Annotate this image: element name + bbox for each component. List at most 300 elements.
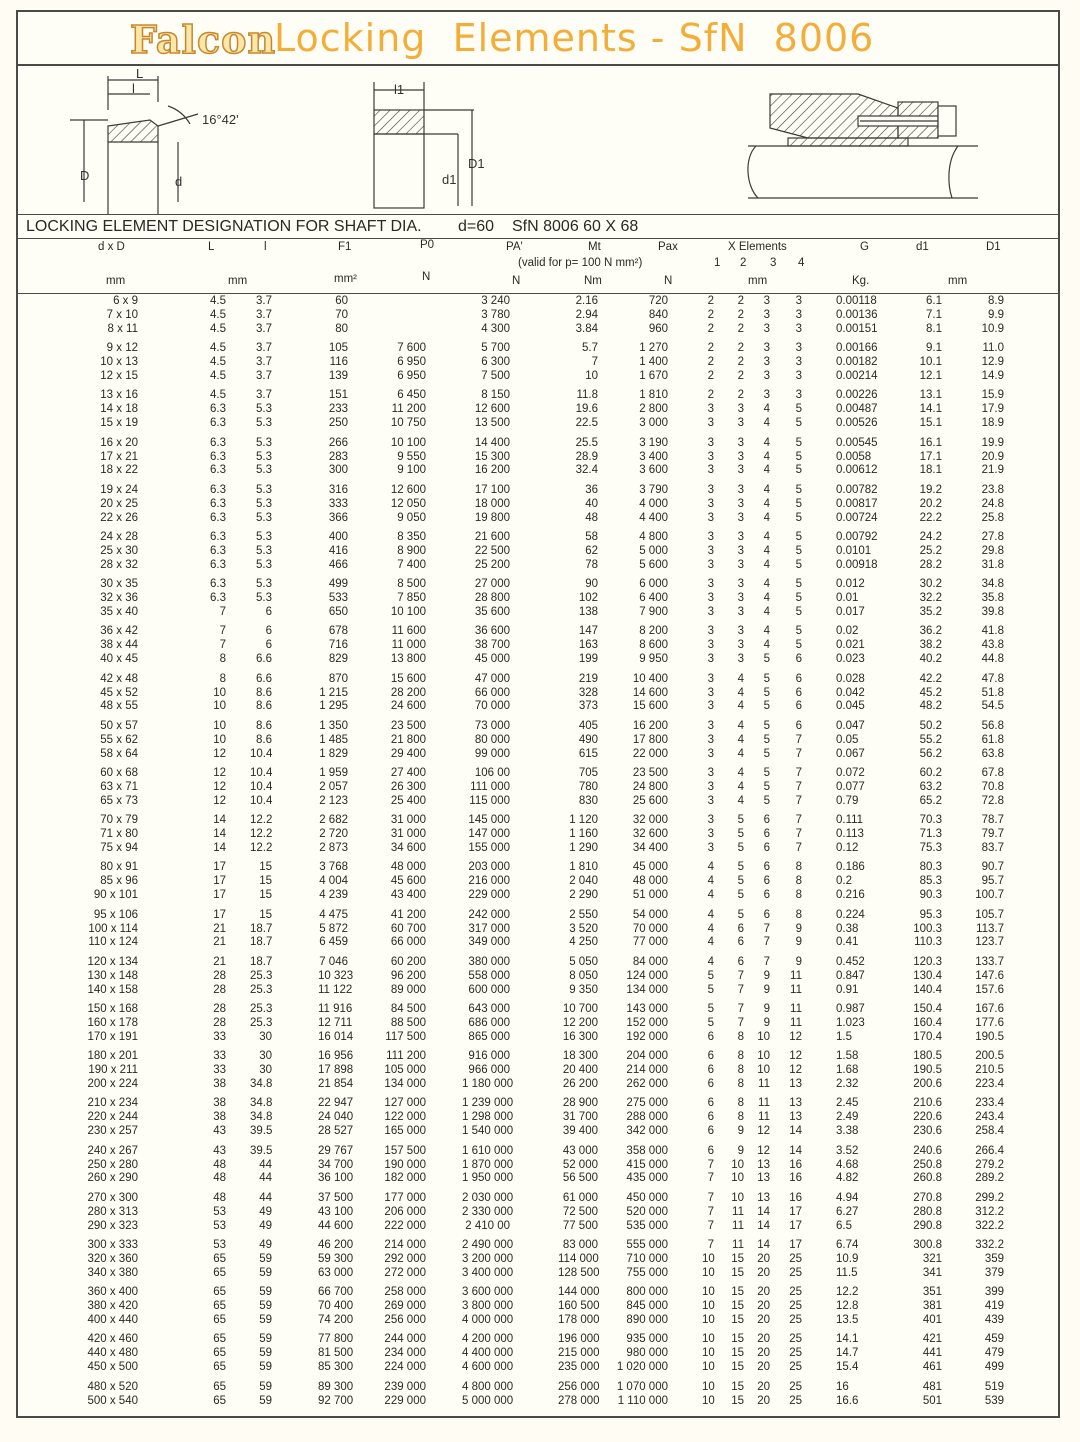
cell-D1: 499 (984, 1361, 1004, 1374)
cell-x3: 4 (763, 531, 770, 543)
cell-dxD: 55 x 62 (100, 733, 138, 746)
cell-L: 53 (213, 1205, 226, 1218)
cell-L: 48 (213, 1158, 226, 1171)
cell-x4: 17 (789, 1219, 802, 1232)
cell-PA: 4 200 000 (462, 1333, 514, 1346)
cell-L: 6.3 (210, 497, 226, 510)
cell-dxD: 300 x 333 (87, 1239, 138, 1251)
cell-G: 0.042 (836, 686, 865, 699)
table-row (18, 450, 1058, 464)
cell-PA: 1 540 000 (462, 1125, 514, 1138)
cell-F1: 105 (328, 342, 348, 355)
cell-x1: 5 (707, 969, 714, 982)
cell-P0: 43 400 (390, 889, 426, 902)
cell-Mt: 373 (578, 700, 598, 713)
cell-x1: 3 (707, 417, 714, 430)
cell-L: 65 (213, 1266, 226, 1279)
table-row (18, 780, 1058, 794)
cell-l: 18.7 (250, 936, 273, 949)
cell-x4: 8 (795, 908, 802, 921)
cell-x2: 3 (737, 544, 744, 557)
cell-D1: 233.4 (975, 1097, 1004, 1110)
cell-D1: 90.7 (981, 861, 1004, 874)
cell-l: 15 (259, 875, 272, 888)
cell-x1: 3 (707, 606, 714, 618)
cell-D1: 190.5 (975, 1030, 1004, 1043)
cell-d1: 10.1 (919, 356, 942, 369)
cell-x1: 3 (707, 531, 714, 543)
cell-PA: 1 180 000 (462, 1078, 514, 1090)
cell-D1: 41.8 (981, 625, 1004, 638)
cell-d1: 15.1 (919, 417, 942, 430)
cell-x2: 2 (737, 322, 744, 335)
cell-Mt: 128 500 (558, 1266, 600, 1279)
cell-x4: 6 (795, 719, 802, 732)
cell-l: 59 (259, 1333, 272, 1346)
cell-Pax: 288 000 (626, 1111, 668, 1124)
angle-label: 16°42' (202, 112, 239, 127)
cell-l: 25.3 (250, 969, 273, 982)
cell-x1: 3 (707, 558, 714, 571)
designation-shaft: d=60 (458, 218, 495, 235)
cell-L: 17 (213, 875, 226, 888)
cell-d1: 32.2 (919, 592, 942, 605)
cell-F1: 116 (329, 356, 348, 369)
cell-x3: 7 (763, 922, 770, 935)
cell-Pax: 1 400 (639, 356, 668, 369)
cell-d1: 9.1 (926, 342, 942, 355)
cell-x1: 10 (702, 1286, 715, 1299)
cell-d1: 30.2 (919, 578, 942, 591)
cell-dxD: 58 x 64 (100, 747, 138, 760)
table-row (18, 1110, 1058, 1124)
cell-PA: 1 610 000 (462, 1144, 514, 1157)
cell-PA: 4 600 000 (462, 1361, 514, 1374)
cell-l: 59 (259, 1300, 272, 1313)
col-x1: 1 (714, 257, 721, 269)
cell-D1: 322.2 (975, 1219, 1004, 1232)
cell-l: 3.7 (256, 295, 272, 307)
cell-x3: 13 (757, 1172, 770, 1185)
cell-G: 0.00182 (836, 356, 878, 369)
cell-l: 15 (259, 861, 272, 874)
cell-F1: 70 400 (318, 1300, 354, 1313)
cell-x3: 5 (763, 672, 770, 685)
cell-D1: 133.7 (975, 955, 1004, 968)
cell-x3: 3 (763, 389, 770, 402)
cell-d1: 210.6 (913, 1097, 942, 1110)
unit-Nm: Nm (584, 275, 602, 287)
assembly-figure (748, 94, 978, 198)
cell-x3: 5 (763, 780, 770, 793)
cell-x3: 4 (763, 606, 770, 618)
cell-l: 59 (259, 1380, 272, 1393)
cell-Mt: 77 500 (562, 1219, 598, 1232)
cell-L: 6.3 (210, 417, 226, 430)
table-row (18, 1313, 1058, 1327)
cell-x1: 6 (707, 1050, 714, 1063)
cell-dxD: 60 x 68 (100, 767, 138, 779)
cell-Pax: 4 400 (639, 511, 668, 524)
table-row (18, 577, 1058, 591)
cell-dxD: 120 x 134 (87, 955, 138, 968)
cell-x4: 8 (795, 875, 802, 888)
cell-Mt: 3 520 (569, 922, 598, 935)
table-row (18, 1285, 1058, 1299)
table-row (18, 766, 1058, 780)
cell-L: 6.3 (210, 436, 226, 449)
cell-d1: 280.8 (913, 1205, 942, 1218)
cell-dxD: 7 x 10 (106, 308, 138, 321)
table-row (18, 463, 1058, 477)
cell-x3: 6 (763, 861, 770, 874)
cell-x2: 15 (731, 1380, 744, 1393)
cell-G: 0.00792 (836, 531, 878, 543)
datasheet (16, 10, 1060, 1418)
cell-D1: 9.9 (988, 308, 1004, 321)
table-row (18, 355, 1058, 369)
cell-d1: 290.8 (913, 1219, 942, 1232)
cell-Pax: 2 800 (639, 403, 668, 416)
cell-x2: 15 (731, 1394, 744, 1407)
cell-D1: 279.2 (975, 1158, 1004, 1171)
cell-PA: 5 700 (481, 342, 510, 355)
cell-x4: 5 (795, 592, 802, 605)
cell-x4: 16 (789, 1158, 802, 1171)
cell-d1: 501 (922, 1394, 942, 1407)
cell-x4: 16 (789, 1172, 802, 1185)
cell-dxD: 38 x 44 (100, 639, 138, 652)
cell-dxD: 19 x 24 (100, 483, 138, 496)
cell-dxD: 220 x 244 (87, 1111, 138, 1124)
cell-P0: 258 000 (384, 1286, 426, 1299)
cell-F1: 1 959 (319, 767, 348, 779)
cell-x3: 13 (757, 1191, 770, 1204)
cell-PA: 3 800 000 (462, 1300, 514, 1313)
cell-l: 5.3 (256, 483, 272, 496)
cell-x4: 17 (789, 1205, 802, 1218)
cell-L: 14 (213, 842, 226, 854)
cell-x2: 3 (737, 592, 744, 605)
cell-x1: 3 (707, 814, 714, 827)
cell-l: 6 (265, 606, 272, 618)
cell-dxD: 480 x 520 (87, 1380, 138, 1393)
cell-Pax: 1 020 000 (616, 1361, 668, 1374)
cell-d1: 120.3 (913, 955, 942, 968)
cell-L: 48 (213, 1191, 226, 1204)
designation-code: SfN 8006 60 X 68 (512, 218, 639, 235)
table-row (18, 605, 1058, 619)
cell-Mt: 31 700 (562, 1111, 598, 1124)
table-row (18, 1380, 1058, 1394)
cell-D1: 17.9 (981, 403, 1004, 416)
cell-G: 1.023 (836, 1016, 865, 1029)
cell-P0: 60 700 (390, 922, 426, 935)
cell-L: 7 (219, 625, 226, 638)
cell-P0: 256 000 (384, 1314, 426, 1326)
cell-F1: 77 800 (318, 1333, 354, 1346)
cell-G: 6.27 (836, 1205, 859, 1218)
cell-D1: 332.2 (975, 1239, 1004, 1251)
table-row (18, 558, 1058, 572)
cell-x1: 3 (707, 686, 714, 699)
cell-P0: 7 600 (397, 342, 426, 355)
cell-P0: 6 950 (397, 370, 426, 382)
cell-G: 0.41 (836, 936, 859, 949)
cell-x4: 5 (795, 511, 802, 524)
cell-P0: 9 050 (397, 511, 426, 524)
cell-D1: 72.8 (981, 794, 1004, 807)
cell-x2: 3 (737, 450, 744, 463)
table-row (18, 1158, 1058, 1172)
cell-x1: 5 (707, 983, 714, 996)
cell-D1: 61.8 (981, 733, 1004, 746)
cell-P0: 25 400 (390, 794, 426, 807)
cell-D1: 67.8 (981, 767, 1004, 779)
cell-x2: 3 (737, 403, 744, 416)
cell-L: 4.5 (210, 322, 226, 335)
cell-D1: 43.8 (981, 639, 1004, 652)
cell-PA: 1 870 000 (462, 1158, 514, 1171)
cell-PA: 155 000 (468, 842, 510, 854)
cell-x2: 8 (737, 1064, 744, 1077)
cell-x2: 5 (737, 814, 744, 827)
cell-x2: 5 (737, 861, 744, 874)
cell-P0: 96 200 (390, 969, 426, 982)
cell-x1: 4 (707, 861, 714, 874)
cell-x2: 4 (737, 780, 744, 793)
cell-Mt: 1 160 (569, 828, 598, 841)
cell-PA: 3 200 000 (462, 1252, 514, 1265)
cell-x1: 10 (702, 1380, 715, 1393)
cell-l: 59 (259, 1394, 272, 1407)
table-row (18, 841, 1058, 855)
cell-P0: 12 050 (390, 497, 426, 510)
cell-x2: 2 (737, 308, 744, 321)
col-Mt: Mt (588, 241, 601, 253)
cell-P0: 41 200 (390, 908, 426, 921)
cell-x3: 5 (763, 767, 770, 779)
cell-D1: 258.4 (975, 1125, 1004, 1138)
cell-x2: 3 (737, 653, 744, 666)
cell-PA: 22 500 (474, 544, 510, 557)
cell-x4: 7 (795, 747, 802, 760)
cell-Mt: 830 (578, 794, 598, 807)
cell-P0: 8 350 (397, 531, 426, 543)
cell-dxD: 130 x 148 (87, 969, 138, 982)
cell-L: 6.3 (210, 578, 226, 591)
cell-PA: 2 030 000 (462, 1191, 514, 1204)
cell-D1: 167.6 (975, 1003, 1004, 1015)
cell-l: 49 (259, 1205, 272, 1218)
cell-x2: 3 (737, 558, 744, 571)
cell-dxD: 28 x 32 (100, 558, 138, 571)
cell-L: 17 (213, 861, 226, 874)
cell-x1: 2 (707, 322, 714, 335)
table-row (18, 719, 1058, 733)
cell-P0: 15 600 (390, 672, 426, 685)
cell-x2: 11 (732, 1205, 744, 1218)
cell-d1: 70.3 (919, 814, 942, 827)
cell-l: 10.4 (250, 747, 273, 760)
cell-x2: 5 (737, 908, 744, 921)
cell-D1: 10.9 (981, 322, 1004, 335)
cell-G: 11.5 (836, 1266, 858, 1279)
cell-PA: 3 400 000 (462, 1266, 514, 1279)
cell-Pax: 342 000 (626, 1125, 668, 1138)
cell-F1: 2 123 (319, 794, 348, 807)
cell-dxD: 17 x 21 (100, 450, 138, 463)
table-row (18, 1252, 1058, 1266)
cell-d1: 45.2 (919, 686, 942, 699)
table-row (18, 1394, 1058, 1408)
cell-x4: 16 (789, 1191, 802, 1204)
cell-x2: 4 (737, 719, 744, 732)
cell-x1: 6 (707, 1144, 714, 1157)
cell-x3: 5 (763, 700, 770, 713)
cell-Mt: 144 000 (558, 1286, 600, 1299)
cell-F1: 3 768 (319, 861, 348, 874)
cell-P0: 89 000 (390, 983, 426, 996)
cell-D1: 51.8 (981, 686, 1004, 699)
cell-Pax: 535 000 (626, 1219, 668, 1232)
cell-x1: 7 (707, 1191, 714, 1204)
cell-x4: 5 (795, 464, 802, 477)
cell-F1: 85 300 (318, 1361, 354, 1374)
cell-l: 44 (259, 1158, 272, 1171)
cell-G: 14.1 (836, 1333, 859, 1346)
cell-Mt: 2 550 (569, 908, 598, 921)
cell-x1: 6 (707, 1097, 714, 1110)
cell-dxD: 9 x 12 (106, 342, 138, 355)
cell-PA: 380 000 (468, 955, 510, 968)
cell-F1: 366 (328, 511, 348, 524)
cell-P0: 269 000 (384, 1300, 426, 1313)
cell-l: 5.3 (256, 544, 272, 557)
cell-l: 8.6 (256, 686, 272, 699)
cell-G: 0.0058 (836, 450, 872, 463)
cell-F1: 283 (328, 450, 348, 463)
designation-label: LOCKING ELEMENT DESIGNATION FOR SHAFT DIA. (26, 218, 422, 235)
cell-L: 4.5 (210, 389, 226, 402)
cell-PA: 21 600 (474, 531, 510, 543)
cell-x2: 5 (737, 889, 744, 902)
cell-F1: 151 (328, 389, 348, 402)
table-row (18, 1124, 1058, 1138)
cell-x1: 10 (702, 1361, 715, 1374)
cell-G: 1.58 (836, 1050, 859, 1063)
cell-l: 5.3 (256, 436, 272, 449)
cell-x3: 4 (763, 403, 770, 416)
cell-x2: 4 (737, 672, 744, 685)
cell-G: 13.5 (836, 1314, 859, 1326)
cell-PA: 12 600 (474, 403, 510, 416)
cell-x4: 9 (795, 955, 802, 968)
unit-mm-1: mm (106, 275, 126, 287)
cell-L: 14 (213, 828, 226, 841)
cell-F1: 1 829 (319, 747, 348, 760)
cell-P0: 117 500 (385, 1030, 426, 1043)
cell-L: 14 (213, 814, 226, 827)
cell-Mt: 39 400 (562, 1125, 598, 1138)
cell-d1: 220.6 (913, 1111, 942, 1124)
cell-x2: 3 (737, 417, 744, 430)
cell-P0: 10 100 (390, 436, 426, 449)
table-row (18, 544, 1058, 558)
cell-Pax: 755 000 (626, 1266, 668, 1279)
cell-G: 12.2 (836, 1286, 859, 1299)
cell-L: 12 (213, 747, 226, 760)
cell-x2: 7 (737, 983, 744, 996)
cell-D1: 459 (984, 1333, 1004, 1346)
cell-Pax: 16 200 (632, 719, 668, 732)
cell-x3: 10 (757, 1030, 770, 1043)
cell-PA: 600 000 (468, 983, 510, 996)
cell-Pax: 17 800 (632, 733, 668, 746)
cell-F1: 43 100 (318, 1205, 354, 1218)
cell-x4: 7 (795, 733, 802, 746)
cell-x1: 6 (707, 1125, 714, 1138)
cell-l: 5.3 (256, 592, 272, 605)
cell-l: 10.4 (250, 794, 273, 807)
cell-x4: 25 (789, 1333, 802, 1346)
cell-dxD: 70 x 79 (100, 814, 138, 827)
cell-x1: 3 (707, 700, 714, 713)
cell-Pax: 358 000 (626, 1144, 668, 1157)
cell-F1: 4 475 (319, 908, 348, 921)
cell-x2: 3 (737, 639, 744, 652)
cell-x2: 4 (737, 794, 744, 807)
cell-D1: 157.6 (975, 983, 1004, 996)
cell-x4: 13 (789, 1078, 802, 1090)
cell-D1: 147.6 (975, 969, 1004, 982)
cell-x1: 6 (707, 1030, 714, 1043)
table-row (18, 369, 1058, 383)
cell-l: 3.7 (256, 389, 272, 402)
cell-d1: 180.5 (913, 1050, 942, 1063)
cell-Pax: 450 000 (626, 1191, 668, 1204)
cell-G: 0.987 (836, 1003, 865, 1015)
col-x3: 3 (770, 257, 777, 269)
cell-P0: 9 100 (397, 464, 426, 477)
cell-PA: 106 00 (474, 767, 510, 779)
cell-G: 0.847 (836, 969, 865, 982)
cell-l: 59 (259, 1286, 272, 1299)
cell-PA: 216 000 (468, 875, 510, 888)
cell-Mt: 2 290 (569, 889, 598, 902)
cell-l: 44 (259, 1191, 272, 1204)
cell-x2: 7 (737, 1003, 744, 1015)
cell-G: 0.38 (836, 922, 859, 935)
col-Pax: Pax (658, 241, 678, 253)
cell-PA: 349 000 (468, 936, 510, 949)
cell-PA: 70 000 (474, 700, 510, 713)
cell-x3: 4 (763, 578, 770, 591)
cell-x3: 20 (757, 1300, 770, 1313)
cell-l: 6 (265, 625, 272, 638)
cell-x2: 3 (737, 531, 744, 543)
cell-Pax: 6 400 (639, 592, 668, 605)
cell-D1: 54.5 (981, 700, 1004, 713)
cell-F1: 333 (328, 497, 348, 510)
cell-l: 59 (259, 1314, 272, 1326)
cell-L: 65 (213, 1361, 226, 1374)
cell-x3: 9 (763, 1016, 770, 1029)
cell-d1: 270.8 (913, 1191, 942, 1204)
col-valid-note: (valid for p= 100 N mm²) (518, 257, 643, 269)
cell-PA: 66 000 (474, 686, 510, 699)
cell-d1: 40.2 (919, 653, 942, 666)
